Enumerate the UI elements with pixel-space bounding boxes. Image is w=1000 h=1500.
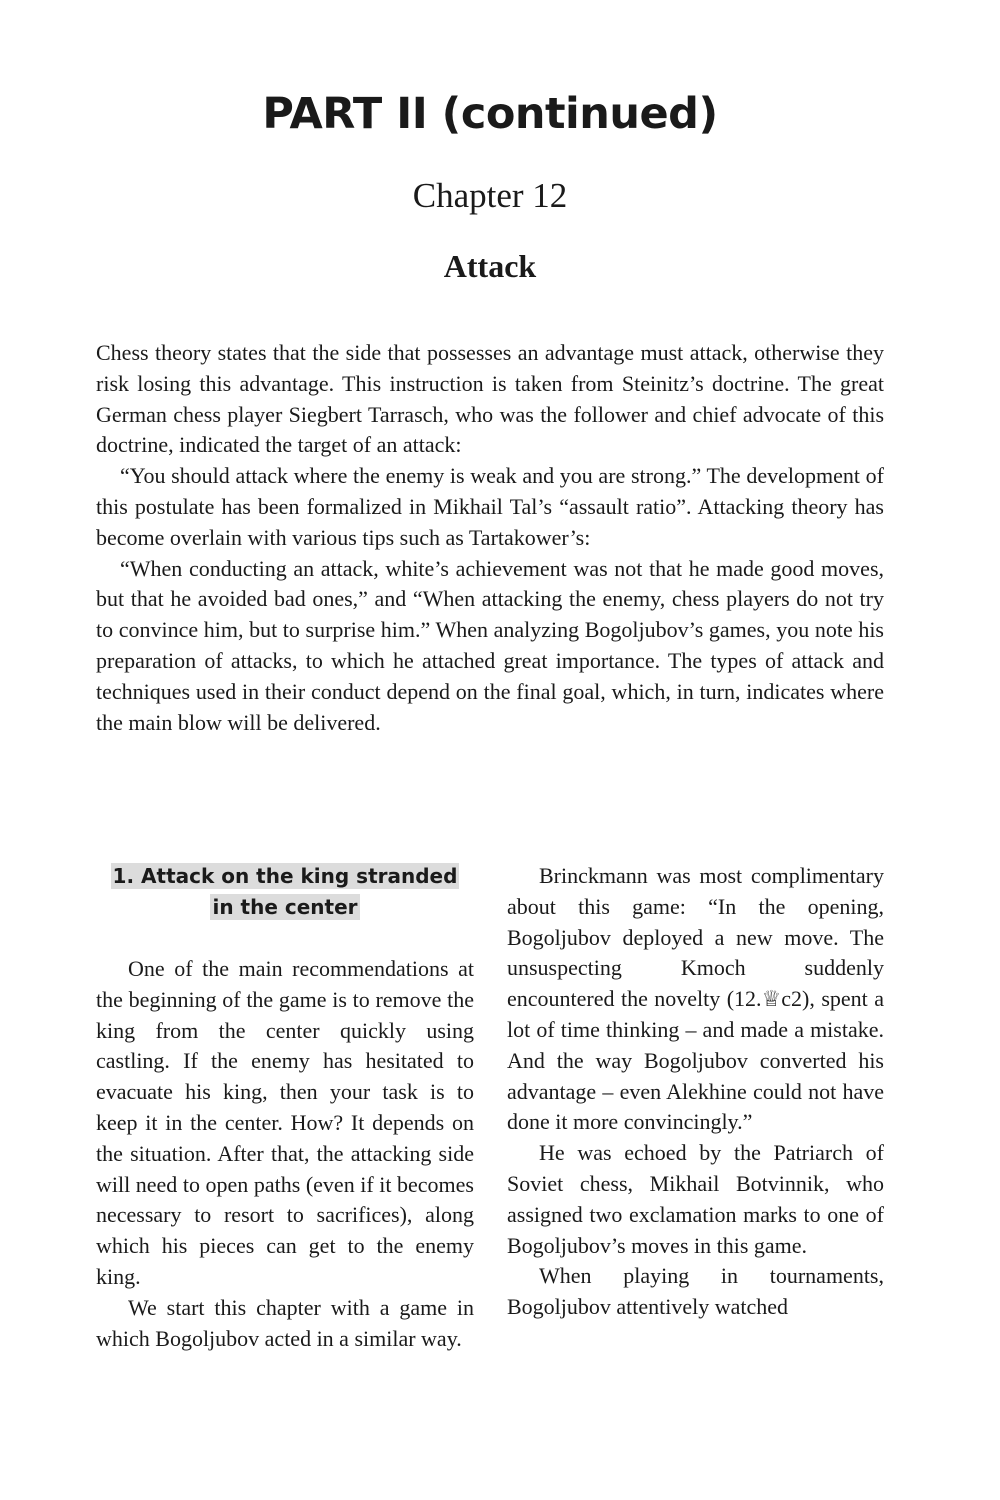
intro-paragraph: “When conducting an attack, white’s achievement was not that he made good moves, but that he avoided bad ones,” and “When attacking the enemy, chess players do not try to convince him, but to surprise him.” When analyzing Bogoljubov’s games, you note his preparation of attacks, to which he attached great importance. The types of attack and techniques used in their conduct depend on the final goal, which, in turn, indicates where the main blow will be delivered. bbox=[96, 555, 884, 735]
intro-paragraph: “You should attack where the enemy is weak and you are strong.” The development of this postulate has been formalized in Mikhail Tal’s “assault ratio”. Attacking theory has become overlain with various tips such as Tartakower’s: bbox=[96, 463, 884, 550]
left-column bbox=[96, 861, 474, 1354]
section-heading-line-2: in the center bbox=[212, 895, 358, 919]
body-paragraph: When playing in tournaments, Bogoljubov attentively watched bbox=[507, 1263, 884, 1320]
intro-paragraph: Chess theory states that the side that possesses an advantage must attack, otherwise they risk losing this advantage. This instruction is taken from Steinitz’s doctrine. The great German chess player Siegbert Tarrasch, who was the follower and chief advocate of this doctrine, indicated the target of an attack: bbox=[96, 340, 884, 458]
body-paragraph: One of the main recommendations at the beginning of the game is to remove the king from the center quickly using castling. If the enemy has hesitated to evacuate his king, then your task is to keep it in the center. How? It depends on the situation. After that, the attacking side will need to open paths (even if it becomes necessary to resort to sacrifices), along which his pieces can get to the enemy king. bbox=[96, 956, 474, 1289]
part-title: PART II (continued) bbox=[262, 89, 718, 139]
intro-text bbox=[96, 338, 884, 738]
chapter-title: Attack bbox=[443, 248, 537, 284]
section-heading-line-1: 1. Attack on the king stranded bbox=[112, 864, 458, 888]
section-heading bbox=[96, 861, 474, 923]
body-paragraph: Brinckmann was most complimentary about this game: “In the opening, Bogoljubov deployed a new move. The unsuspecting Kmoch suddenly encountered the novelty (12.♕c2), spent a lot of time thinking – and made a mistake. And the way Bogoljubov converted his advantage – even Alekhine could not have done it more convincingly.” bbox=[507, 863, 884, 1135]
right-column bbox=[507, 861, 884, 1323]
body-paragraph: He was echoed by the Patriarch of Soviet chess, Mikhail Botvinnik, who assigned two exclamation marks to one of Bogoljubov’s moves in this game. bbox=[507, 1140, 884, 1258]
chapter-number: Chapter 12 bbox=[412, 176, 568, 215]
body-paragraph: We start this chapter with a game in which Bogoljubov acted in a similar way. bbox=[96, 1294, 474, 1351]
